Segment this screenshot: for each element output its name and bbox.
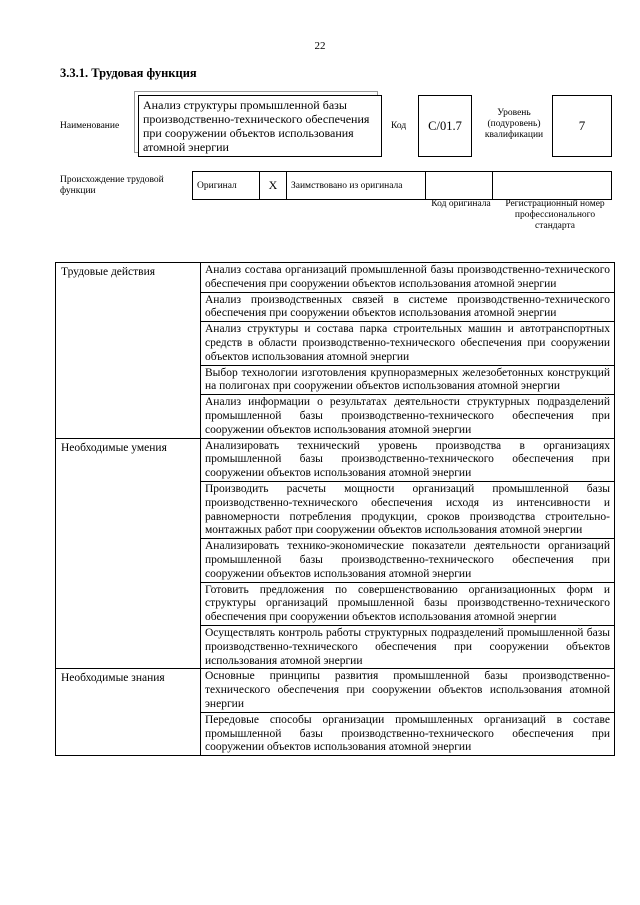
table-cell: Готовить предложения по совершенствованию организационных форм и структуры организаций промышленной базы производственно-технического обеспечения при сооружении объектов использования атомной энергии	[201, 582, 615, 625]
table-cell: Анализ производственных связей в системе производственно-технического обеспечения при сооружении объектов использования атомной энергии	[201, 292, 615, 322]
original-mark: X	[260, 172, 287, 200]
page-number: 22	[314, 40, 326, 52]
table-row	[56, 669, 615, 712]
table-cell: Анализ информации о результатах деятельности структурных подразделений промышленной базы производственно-технического обеспечения при сооружении объектов использования атомной энергии	[201, 395, 615, 438]
category-cell: Необходимые знания	[56, 669, 201, 756]
table-row	[56, 263, 615, 293]
section-title: 3.3.1. Трудовая функция	[60, 66, 197, 80]
origin-table	[192, 171, 612, 200]
table-cell: Передовые способы организации промышленных организаций в составе промышленной базы производственно-технического обеспечения при сооружении объектов использования атомной энергии	[201, 712, 615, 755]
level-label: Уровень (подуровень) квалификации	[484, 108, 544, 140]
table-cell: Анализировать технический уровень производства в организациях промышленной базы производственно-технического обеспечения при сооружении объектов использования атомной энергии	[201, 438, 615, 481]
table-cell: Производить расчеты мощности организаций промышленной базы производственно-технического обеспечения исходя из интенсивности и равномерности потребления продукции, сроков производства строительно-монтажных работ при сооружении объектов использования атомной энергии	[201, 481, 615, 538]
original-label: Оригинал	[193, 172, 260, 200]
code-label: Код	[391, 121, 407, 131]
table-row	[56, 438, 615, 481]
table-cell: Основные принципы развития промышленной базы производственно-технического обеспечения при сооружении объектов использования атомной энергии	[201, 669, 615, 712]
table-cell: Осуществлять контроль работы структурных подразделений промышленной базы производственно-технического обеспечения при сооружении объектов использования атомной энергии	[201, 625, 615, 668]
function-code: С/01.7	[418, 95, 472, 157]
table-cell: Анализ состава организаций промышленной базы производственно-технического обеспечения при сооружении объектов использования атомной энергии	[201, 263, 615, 293]
category-cell: Необходимые умения	[56, 438, 201, 669]
borrowed-label: Заимствовано из оригинала	[287, 172, 426, 200]
name-label: Наименование	[60, 121, 120, 131]
origin-label: Происхождение трудовой функции	[60, 175, 164, 196]
reg-number-label: Регистрационный номер профессионального стандарта	[505, 199, 605, 231]
table-cell: Выбор технологии изготовления крупноразмерных железобетонных конструкций на полигонах при сооружении объектов использования атомной энергии	[201, 365, 615, 395]
function-name: Анализ структуры промышленной базы производственно-технического обеспечения при сооружении объектов использования атомной энергии	[138, 95, 382, 157]
function-level: 7	[552, 95, 612, 157]
original-code-label: Код оригинала	[431, 199, 491, 209]
table-cell: Анализировать технико-экономические показатели деятельности организаций промышленной базы производственно-технического обеспечения при сооружении объектов использования атомной энергии	[201, 539, 615, 582]
category-cell: Трудовые действия	[56, 263, 201, 439]
original-code-cell	[426, 172, 493, 200]
reg-number-cell	[493, 172, 612, 200]
table-cell: Анализ структуры и состава парка строительных машин и автотранспортных средств в области производственно-технического обеспечения при сооружении объектов использования атомной энергии	[201, 322, 615, 365]
function-table	[55, 262, 615, 756]
